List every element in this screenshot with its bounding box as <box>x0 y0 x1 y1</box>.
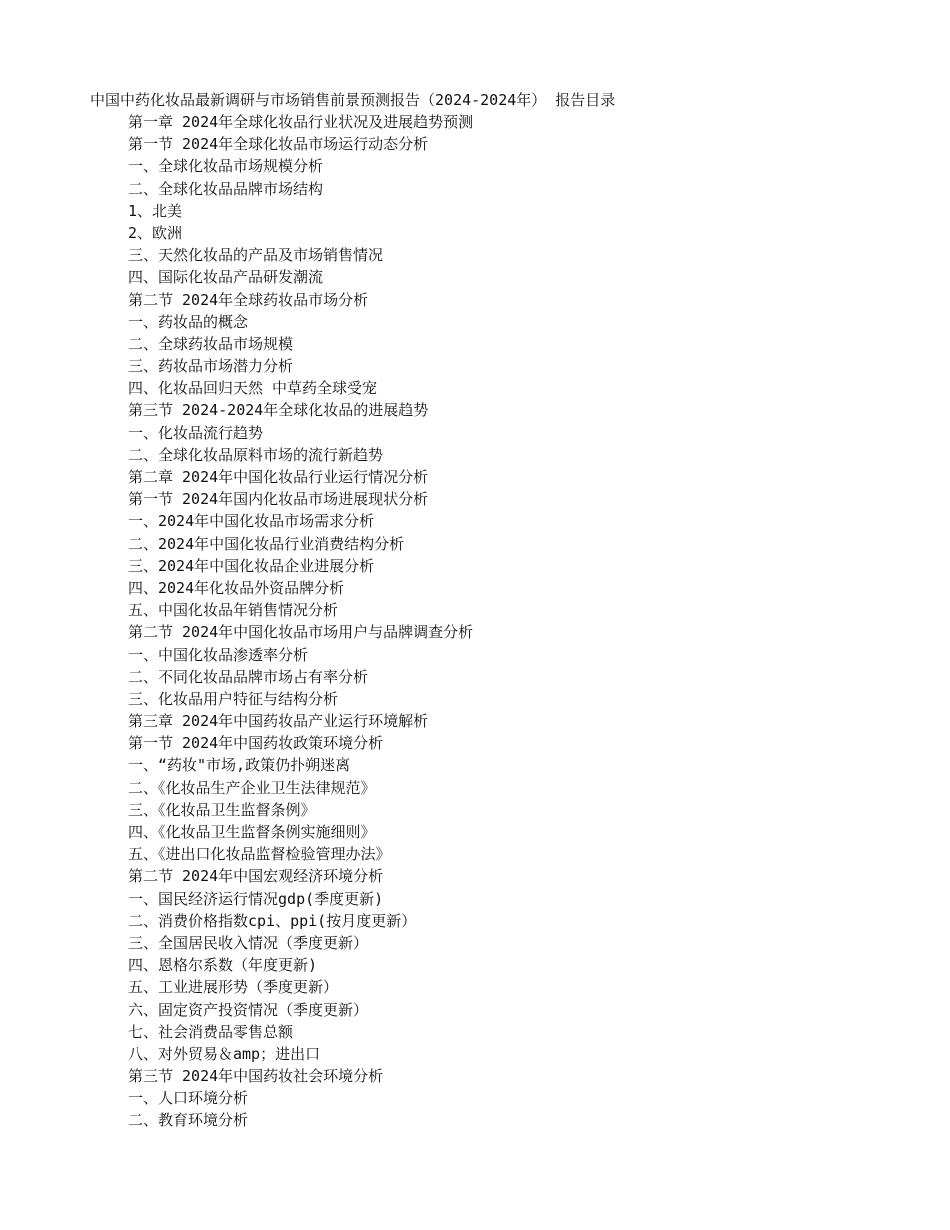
toc-item: 四、国际化妆品产品研发潮流 <box>128 268 324 287</box>
toc-item: 四、2024年化妆品外资品牌分析 <box>128 578 345 597</box>
toc-item: 二、《化妆品生产企业卫生法律规范》 <box>128 778 376 797</box>
toc-item: 第二节 2024年中国宏观经济环境分析 <box>128 867 384 886</box>
toc-item: 四、《化妆品卫生监督条例实施细则》 <box>128 823 376 841</box>
toc-item: 第三章 2024年中国药妆品产业运行环境解析 <box>128 712 429 731</box>
toc-item: 第二章 2024年中国化妆品行业运行情况分析 <box>128 468 429 486</box>
toc-item: 2、欧洲 <box>128 223 183 242</box>
toc-item: 五、《进出口化妆品监督检验管理办法》 <box>128 845 391 864</box>
toc-item: 五、工业进展形势（季度更新） <box>128 978 339 997</box>
toc-item: 三、化妆品用户特征与结构分析 <box>128 689 339 708</box>
toc-item: 第二节 2024年中国化妆品市场用户与品牌调查分析 <box>128 623 474 642</box>
toc-item: 三、全国居民收入情况（季度更新） <box>128 933 369 952</box>
toc-item: 一、中国化妆品渗透率分析 <box>128 645 309 664</box>
toc-item: 一、人口环境分析 <box>128 1089 249 1108</box>
toc-item: 1、北美 <box>128 201 183 220</box>
toc-item: 五、中国化妆品年销售情况分析 <box>128 601 339 620</box>
toc-item: 二、不同化妆品品牌市场占有率分析 <box>128 667 369 686</box>
document-title: 中国中药化妆品最新调研与市场销售前景预测报告（2024-2024年） 报告目录 <box>90 91 616 109</box>
table-of-contents <box>128 111 473 1132</box>
toc-item: 二、2024年中国化妆品行业消费结构分析 <box>128 534 405 553</box>
toc-item: 二、全球化妆品品牌市场结构 <box>128 179 324 198</box>
toc-item: 第一节 2024年国内化妆品市场进展现状分析 <box>128 490 429 509</box>
toc-item: 一、化妆品流行趋势 <box>128 423 264 442</box>
toc-item: 三、天然化妆品的产品及市场销售情况 <box>128 246 384 265</box>
toc-item: 八、对外贸易＆amp；进出口 <box>128 1044 321 1063</box>
toc-item: 三、药妆品市场潜力分析 <box>128 357 294 376</box>
toc-item: 一、全球化妆品市场规模分析 <box>128 157 324 176</box>
toc-item: 一、药妆品的概念 <box>128 312 249 331</box>
toc-item: 一、国民经济运行情况gdp(季度更新) <box>128 889 384 908</box>
toc-item: 三、《化妆品卫生监督条例》 <box>128 800 316 819</box>
toc-item: 第二节 2024年全球药妆品市场分析 <box>128 290 369 309</box>
toc-item: 二、全球药妆品市场规模 <box>128 334 294 353</box>
toc-item: 四、化妆品回归天然 中草药全球受宠 <box>128 379 378 398</box>
toc-item: 第三节 2024年中国药妆社会环境分析 <box>128 1067 384 1086</box>
toc-item: 第三节 2024-2024年全球化妆品的进展趋势 <box>128 401 429 420</box>
toc-item: 二、消费价格指数cpi、ppi(按月度更新） <box>128 911 417 930</box>
toc-item: 二、教育环境分析 <box>128 1111 249 1130</box>
toc-item: 一、“药妆"市场,政策仍扑朔迷离 <box>128 756 351 775</box>
toc-item: 第一节 2024年全球化妆品市场运行动态分析 <box>128 135 429 154</box>
toc-item: 第一节 2024年中国药妆政策环境分析 <box>128 734 384 753</box>
toc-item: 一、2024年中国化妆品市场需求分析 <box>128 512 375 531</box>
toc-item: 七、社会消费品零售总额 <box>128 1022 294 1041</box>
toc-item: 二、全球化妆品原料市场的流行新趋势 <box>128 445 384 464</box>
toc-item: 第一章 2024年全球化妆品行业状况及进展趋势预测 <box>128 113 474 131</box>
toc-item: 四、恩格尔系数（年度更新) <box>128 956 318 975</box>
toc-item: 六、固定资产投资情况（季度更新） <box>128 1000 369 1019</box>
toc-item: 三、2024年中国化妆品企业进展分析 <box>128 556 375 575</box>
